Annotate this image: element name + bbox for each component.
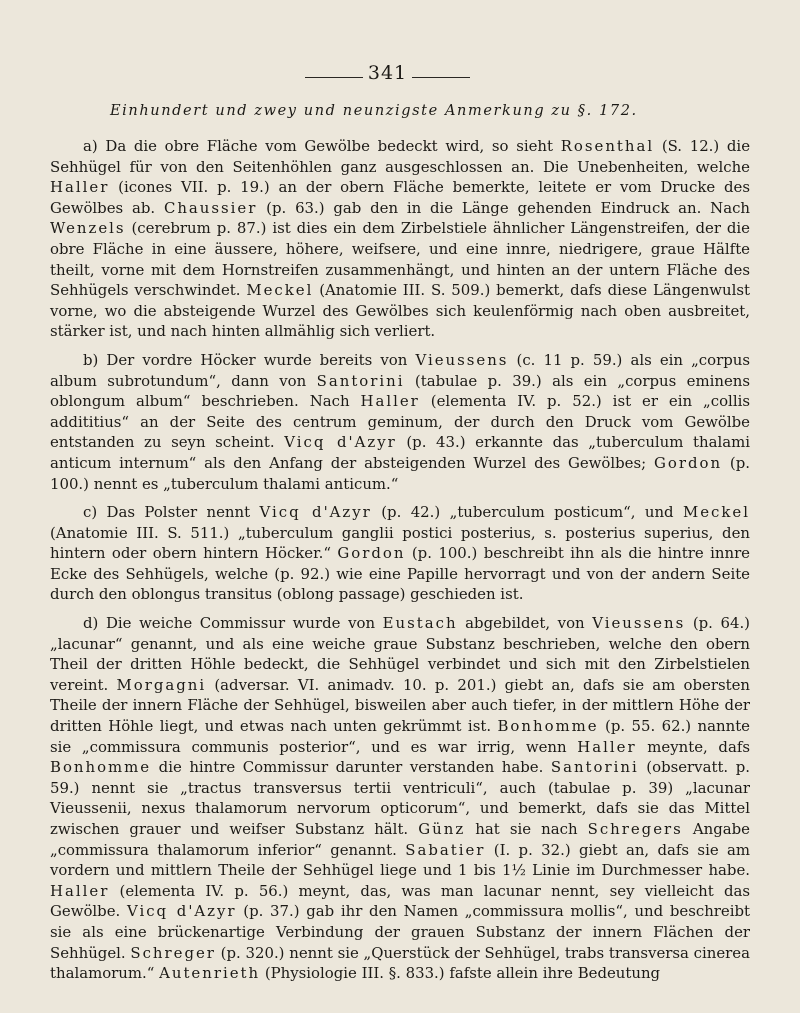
text-run: (p. 100.) nennt es „tuberculum thalami anticum.“ — [50, 453, 750, 493]
text-run: (p. 43.) erkannte das „tuberculum thalami anticum internum“ als den Anfang der absteigenden Wurzel des Gewölbes; — [50, 433, 750, 472]
author-name: Haller — [50, 178, 110, 197]
paragraph-b — [50, 350, 750, 494]
author-name: Eustach — [382, 614, 458, 633]
text-run: (S. 12.) die Sehhügel für von den Seitenhöhlen ganz ausgeschlossen an. Die Unebenheiten, welche — [50, 137, 751, 176]
text-run: (observatt. p. 59.) nennt sie „tractus transversus tertii ventriculi“, auch (tabulae p. 39) „lacunar Vieussenii, nexus thalamorum nervorum opticorum“, und bemerkt, dafs sie das Mittel zwischen grauer und weifser Substanz hält. — [50, 758, 750, 838]
page-header — [0, 62, 800, 92]
author-name: Meckel — [682, 503, 750, 522]
author-name: Santorini — [316, 371, 405, 390]
text-run: (p. 42.) „tuberculum posticum“, und — [371, 503, 683, 522]
paragraph-c — [50, 502, 750, 605]
text-run: Angabe „commissura thalamorum inferior“ genannt. — [50, 820, 750, 859]
author-name: Haller — [360, 392, 420, 411]
header-rule-right — [412, 77, 470, 78]
text-run: (elementa IV. p. 56.) meynt, das, was man lacunar nennt, sey vielleicht das Gewölbe. — [50, 881, 750, 921]
author-name: Bonhomme — [50, 758, 152, 777]
text-run: meynte, dafs — [636, 737, 750, 756]
author-name: Vicq d'Azyr — [284, 433, 397, 452]
author-name: Gordon — [337, 544, 406, 563]
author-name: Sabatier — [405, 840, 486, 859]
page-number: 341 — [367, 62, 408, 84]
text-run: (p. 55. 62.) nannte sie „commissura communis posterior“, und es war irrig, wenn — [50, 717, 750, 756]
paragraph-d — [50, 613, 750, 984]
text-run: b) Der vordre Höcker wurde bereits von — [83, 350, 416, 369]
author-name: Vicq d'Azyr — [126, 902, 237, 921]
text-run: (p. 63.) gab den in die Länge gehenden Eindruck an. Nach — [257, 198, 750, 217]
body-text — [50, 136, 750, 992]
author-name: Morgagni — [116, 675, 207, 694]
author-name: Günz — [418, 820, 466, 838]
text-run: (p. 37.) gab ihr den Namen „commissura mollis“, und beschreibt sie als eine brückenartige Verbindung der grauen Substanz der innern Flächen der Sehhügel. — [50, 902, 750, 962]
text-run: hat sie nach — [465, 820, 588, 838]
author-name: Gordon — [653, 453, 723, 472]
author-name: Schregers — [587, 820, 683, 838]
text-run: (c. 11 p. 59.) als ein „corpus album subrotundum“, dann von — [50, 350, 750, 390]
author-name: Rosenthal — [560, 137, 655, 155]
author-name: Vieussens — [415, 350, 509, 369]
text-run: (tabulae p. 39.) als ein „corpus eminens oblongum album“ beschrieben. Nach — [50, 371, 750, 411]
author-name: Wenzels — [50, 219, 126, 238]
text-run: (cerebrum p. 87.) ist dies ein dem Zirbelstiele ähnlicher Längenstreifen, der die obre Fläche in eine äussere, höhere, weifsere, und eine innre, niedrigere, graue Hälfte theilt, vorne mit dem Hornstreifen zusammenhängt, und hinten an der untern Fläche des Sehhügels verschwindet. — [50, 219, 750, 300]
author-name: Haller — [577, 737, 637, 756]
text-run: (adversar. VI. animadv. 10. p. 201.) giebt an, dafs sie am obersten Theile der innern Fläche der Sehhügel, bisweilen aber auch tiefer, in der mittlern Höhe der dritten Höhle liegt, und etwas nach unten gekrümmt ist. — [50, 675, 750, 736]
text-run: (Physiologie III. §. 833.) fafste allein ihre Bedeutung — [260, 964, 661, 983]
author-name: Meckel — [246, 281, 314, 300]
text-run: (Anatomie III. S. 511.) „tuberculum ganglii postici posterius, s. posterius superius, den hintern oder obern hintern Höcker.“ — [50, 523, 750, 563]
text-run: d) Die weiche Commissur wurde von — [83, 614, 383, 633]
author-name: Vieussens — [592, 614, 686, 633]
text-run: abgebildet, von — [457, 614, 593, 633]
author-name: Bonhomme — [497, 717, 599, 736]
text-run: (Anatomie III. S. 509.) bemerkt, dafs diese Längenwulst vorne, wo die absteigende Wurzel des Gewölbes sich keulenförmig nach oben ausbreitet, stärker ist, und nach hinten allmählig sich verliert. — [50, 281, 751, 341]
text-run: (p. 100.) beschreibt ihn als die hintre innre Ecke des Sehhügels, welche (p. 92.) wie eine Papille hervorragt und von der andern Seite durch den oblongus transitus (oblong passage) geschieden ist. — [50, 544, 750, 604]
text-run: c) Das Polster nennt — [83, 503, 260, 522]
text-run: (p. 64.) „lacunar“ genannt, und als eine weiche graue Substanz beschrieben, welche den obern Theil der dritten Höhle bedeckt, die Sehhügel verbindet und sich mit den Zirbelstielen vereint. — [50, 614, 750, 694]
text-run: (p. 320.) nennt sie „Querstück der Sehhügel, trabs transversa cinerea thalamorum.“ — [50, 943, 750, 983]
paragraph-a — [50, 136, 750, 342]
header-rule-left — [305, 77, 363, 78]
section-heading: Einhundert und zwey und neunzigste Anmerkung zu §. 172. — [110, 103, 638, 119]
author-name: Santorini — [550, 758, 639, 777]
text-run: die hintre Commissur darunter verstanden habe. — [151, 758, 551, 777]
text-run: (icones VII. p. 19.) an der obern Fläche bemerkte, leitete er vom Drucke des Gewölbes ab. — [50, 178, 750, 217]
author-name: Autenrieth — [159, 964, 261, 983]
text-run: a) Da die obre Fläche vom Gewölbe bedeckt wird, so sieht — [83, 137, 561, 155]
author-name: Schreger — [130, 943, 216, 962]
author-name: Chaussier — [163, 198, 258, 217]
text-run: (elementa IV. p. 52.) ist er ein „collis addititius“ an der Seite des centrum geminum, der durch den Druck vom Gewölbe entstanden zu seyn scheint. — [50, 392, 750, 452]
author-name: Haller — [50, 881, 110, 900]
author-name: Vicq d'Azyr — [259, 503, 372, 522]
text-run: (I. p. 32.) giebt an, dafs sie am vordern und mittlern Theile der Sehhügel liege und 1 bis 1½ Linie im Durchmesser habe. — [50, 840, 750, 880]
